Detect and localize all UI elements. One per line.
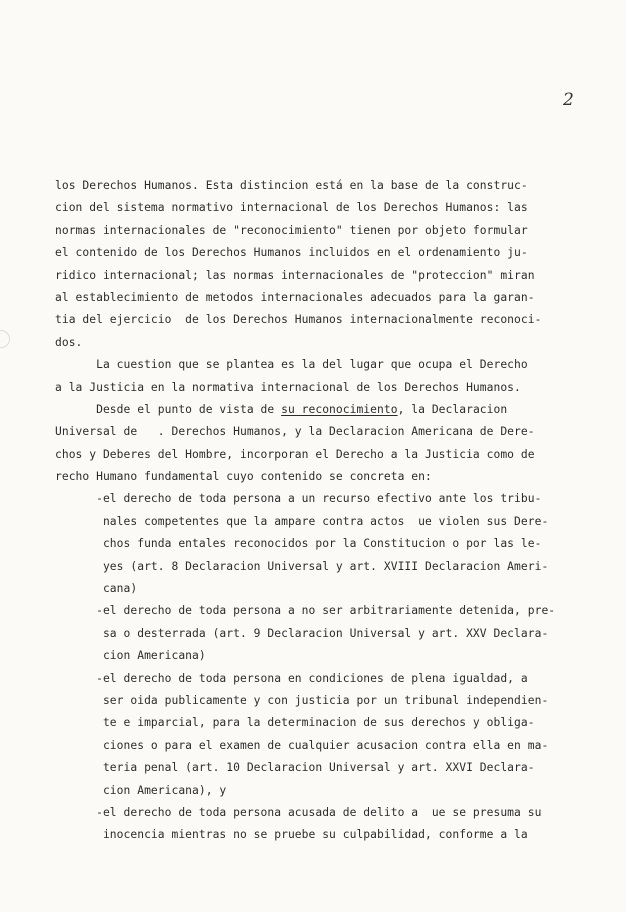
body-text	[55, 175, 585, 847]
text-line	[55, 354, 585, 376]
text-line	[55, 511, 585, 533]
text-segment: La cuestion que se plantea es la del lugar que ocupa el Derecho	[55, 358, 528, 372]
underlined-phrase: su reconocimiento	[281, 402, 398, 416]
punch-hole-mark	[0, 330, 10, 348]
text-line	[55, 578, 585, 600]
text-segment: ciones o para el examen de cualquier acusacion contra ella en ma-	[55, 738, 549, 752]
text-segment: el contenido de los Derechos Humanos incluidos en el ordenamiento ju-	[55, 246, 528, 260]
text-line	[55, 265, 585, 287]
text-line	[55, 444, 585, 466]
text-line	[55, 623, 585, 645]
text-segment: al establecimiento de metodos internacionales adecuados para la garan-	[55, 290, 535, 304]
text-segment: Universal de . Derechos Humanos, y la Declaracion Americana de Dere-	[55, 425, 535, 439]
text-segment: inocencia mientras no se pruebe su culpabilidad, conforme a la	[55, 828, 528, 842]
text-line	[55, 645, 585, 667]
text-line	[55, 556, 585, 578]
text-segment: dos.	[55, 335, 83, 349]
text-line	[55, 488, 585, 510]
text-segment: nales competentes que la ampare contra actos ue violen sus Dere-	[55, 514, 549, 528]
text-line	[55, 287, 585, 309]
text-line	[55, 242, 585, 264]
text-segment: normas internacionales de "reconocimiento" tienen por objeto formular	[55, 223, 528, 237]
text-line	[55, 780, 585, 802]
text-line	[55, 466, 585, 488]
text-segment: Desde el punto de vista de	[55, 402, 282, 416]
text-segment: chos y Deberes del Hombre, incorporan el Derecho a la Justicia como de	[55, 447, 535, 461]
text-line	[55, 377, 585, 399]
text-line	[55, 175, 585, 197]
text-line	[55, 332, 585, 354]
text-line	[55, 399, 585, 421]
text-segment: a la Justicia en la normativa internacional de los Derechos Humanos.	[55, 380, 521, 394]
text-segment: chos funda entales reconocidos por la Constitucion o por las le-	[55, 537, 542, 551]
text-segment: cion Americana), y	[55, 783, 227, 797]
text-segment: -el derecho de toda persona en condiciones de plena igualdad, a	[55, 671, 528, 685]
text-segment: cion Americana)	[55, 649, 206, 663]
text-segment: ridico internacional; las normas internacionales de "proteccion" miran	[55, 268, 535, 282]
text-segment: -el derecho de toda persona a un recurso efectivo ante los tribu-	[55, 492, 542, 506]
text-segment: recho Humano fundamental cuyo contenido se concreta en:	[55, 470, 432, 484]
text-line	[55, 309, 585, 331]
text-line	[55, 533, 585, 555]
text-segment: cana)	[55, 582, 138, 596]
text-line	[55, 735, 585, 757]
text-segment: -el derecho de toda persona a no ser arbitrariamente detenida, pre-	[55, 604, 556, 618]
text-line	[55, 824, 585, 846]
text-line	[55, 712, 585, 734]
text-segment: los Derechos Humanos. Esta distincion está en la base de la construc-	[55, 179, 528, 192]
text-segment: te e imparcial, para la determinacion de sus derechos y obliga-	[55, 716, 535, 730]
text-line	[55, 421, 585, 443]
text-line	[55, 802, 585, 824]
text-line	[55, 668, 585, 690]
text-segment: tia del ejercicio de los Derechos Humanos internacionalmente reconoci-	[55, 313, 542, 327]
text-segment: , la Declaracion	[397, 402, 508, 416]
text-line	[55, 600, 585, 622]
text-line	[55, 690, 585, 712]
text-line	[55, 220, 585, 242]
text-segment: cion del sistema normativo internacional de los Derechos Humanos: las	[55, 201, 528, 215]
text-segment: teria penal (art. 10 Declaracion Universal y art. XXVI Declara-	[55, 761, 535, 775]
text-segment: sa o desterrada (art. 9 Declaracion Universal y art. XXV Declara-	[55, 626, 549, 640]
page-number: 2	[563, 90, 574, 110]
text-segment: -el derecho de toda persona acusada de delito a ue se presuma su	[55, 805, 542, 819]
text-line	[55, 757, 585, 779]
text-segment: yes (art. 8 Declaracion Universal y art. XVIII Declaracion Ameri-	[55, 559, 549, 573]
text-line	[55, 197, 585, 219]
text-segment: ser oida publicamente y con justicia por un tribunal independien-	[55, 693, 549, 707]
